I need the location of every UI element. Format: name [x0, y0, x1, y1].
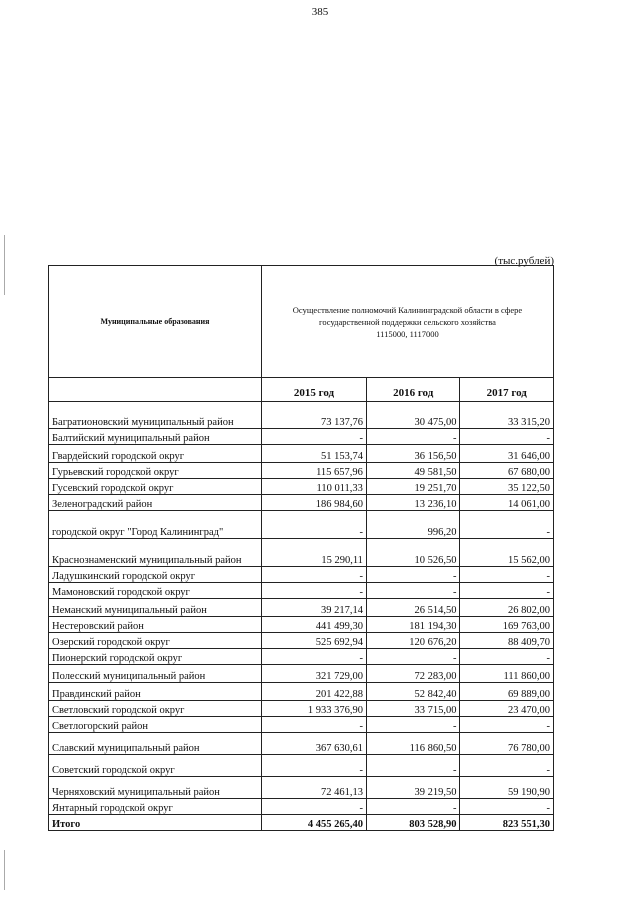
value-2016: 13 236,10: [366, 495, 460, 511]
value-2015: -: [262, 649, 367, 665]
value-2017: 23 470,00: [460, 701, 554, 717]
municipality-name: Светловский городской округ: [49, 701, 262, 717]
table-row: [49, 429, 554, 445]
value-2016: 19 251,70: [366, 479, 460, 495]
table-row: [49, 733, 554, 755]
value-2017: 88 409,70: [460, 633, 554, 649]
table-row: [49, 701, 554, 717]
value-2017: -: [460, 717, 554, 733]
municipality-name: Черняховский муниципальный район: [49, 777, 262, 799]
table-row: [49, 665, 554, 683]
municipality-name: городской округ "Город Калининград": [49, 511, 262, 539]
municipality-name: Зеленоградский район: [49, 495, 262, 511]
value-2016: 10 526,50: [366, 539, 460, 567]
total-row: [49, 815, 554, 831]
value-2015: 1 933 376,90: [262, 701, 367, 717]
total-2017: 823 551,30: [460, 815, 554, 831]
value-2015: -: [262, 429, 367, 445]
table-row: [49, 402, 554, 429]
value-2017: 26 802,00: [460, 599, 554, 617]
scan-margin-mark: [4, 235, 5, 295]
table-row: [49, 463, 554, 479]
value-2016: 30 475,00: [366, 402, 460, 429]
municipality-name: Озерский городской округ: [49, 633, 262, 649]
table-row: [49, 649, 554, 665]
municipality-name: Краснознаменский муниципальный район: [49, 539, 262, 567]
value-2017: 31 646,00: [460, 445, 554, 463]
value-2017: -: [460, 429, 554, 445]
total-label: Итого: [49, 815, 262, 831]
value-2016: -: [366, 567, 460, 583]
municipality-name: Полесский муниципальный район: [49, 665, 262, 683]
table-title-line: Осуществление полномочий Калининградской области в сфере: [292, 304, 523, 315]
municipality-name: Пионерский городской округ: [49, 649, 262, 665]
municipality-name: Светлогорский район: [49, 717, 262, 733]
value-2017: -: [460, 799, 554, 815]
value-2017: 169 763,00: [460, 617, 554, 633]
subsidy-table: [48, 265, 554, 831]
page-number: 385: [311, 6, 329, 18]
table-row: [49, 445, 554, 463]
value-2015: 115 657,96: [262, 463, 367, 479]
value-2017: 67 680,00: [460, 463, 554, 479]
municipality-name: Багратионовский муниципальный район: [49, 402, 262, 429]
table-row: [49, 567, 554, 583]
table-row: [49, 599, 554, 617]
municipality-name: Правдинский район: [49, 683, 262, 701]
table-row: [49, 633, 554, 649]
table-row: [49, 777, 554, 799]
table-title: [262, 266, 554, 378]
value-2016: -: [366, 755, 460, 777]
table-row: [49, 717, 554, 733]
value-2015: 72 461,13: [262, 777, 367, 799]
value-2017: 111 860,00: [460, 665, 554, 683]
value-2015: 321 729,00: [262, 665, 367, 683]
value-2015: 110 011,33: [262, 479, 367, 495]
municipality-name: Янтарный городской округ: [49, 799, 262, 815]
value-2015: 201 422,88: [262, 683, 367, 701]
value-2017: 35 122,50: [460, 479, 554, 495]
value-2017: 59 190,90: [460, 777, 554, 799]
table-row: [49, 495, 554, 511]
value-2017: -: [460, 649, 554, 665]
table-row: [49, 755, 554, 777]
municipality-name: Гвардейский городской округ: [49, 445, 262, 463]
value-2016: 49 581,50: [366, 463, 460, 479]
table-row: [49, 539, 554, 567]
value-2016: -: [366, 799, 460, 815]
scan-margin-mark: [4, 850, 5, 890]
value-2017: -: [460, 583, 554, 599]
year-header-2015: 2015 год: [262, 378, 367, 402]
municipality-name: Балтийский муниципальный район: [49, 429, 262, 445]
value-2015: -: [262, 583, 367, 599]
value-2015: -: [262, 511, 367, 539]
value-2016: 181 194,30: [366, 617, 460, 633]
value-2016: 996,20: [366, 511, 460, 539]
value-2015: 441 499,30: [262, 617, 367, 633]
value-2016: 33 715,00: [366, 701, 460, 717]
table-row: [49, 617, 554, 633]
value-2015: 367 630,61: [262, 733, 367, 755]
value-2015: -: [262, 799, 367, 815]
value-2017: 69 889,00: [460, 683, 554, 701]
value-2017: 14 061,00: [460, 495, 554, 511]
unit-note: (тыс.рублей): [494, 255, 554, 267]
value-2015: -: [262, 567, 367, 583]
value-2015: 51 153,74: [262, 445, 367, 463]
municipality-name: Гурьевский городской округ: [49, 463, 262, 479]
value-2016: 39 219,50: [366, 777, 460, 799]
year-header-2016: 2016 год: [366, 378, 460, 402]
municipality-name: Нестеровский район: [49, 617, 262, 633]
total-2016: 803 528,90: [366, 815, 460, 831]
value-2017: 33 315,20: [460, 402, 554, 429]
total-2015: 4 455 265,40: [262, 815, 367, 831]
value-2016: -: [366, 583, 460, 599]
value-2016: 52 842,40: [366, 683, 460, 701]
value-2015: -: [262, 755, 367, 777]
municipality-name: Гусевский городской округ: [49, 479, 262, 495]
value-2016: 72 283,00: [366, 665, 460, 683]
table-title-line: государственной поддержки сельского хозяйства: [319, 316, 496, 327]
value-2016: 26 514,50: [366, 599, 460, 617]
municipality-name: Славский муниципальный район: [49, 733, 262, 755]
table-title-line: 1115000, 1117000: [376, 328, 439, 339]
value-2016: -: [366, 429, 460, 445]
value-2016: 116 860,50: [366, 733, 460, 755]
table-row: [49, 683, 554, 701]
municipality-name: Неманский муниципальный район: [49, 599, 262, 617]
value-2016: -: [366, 717, 460, 733]
table-row: [49, 479, 554, 495]
table-row: [49, 583, 554, 599]
value-2017: 15 562,00: [460, 539, 554, 567]
value-2016: -: [366, 649, 460, 665]
table-row: [49, 511, 554, 539]
value-2015: 186 984,60: [262, 495, 367, 511]
year-header-2017: 2017 год: [460, 378, 554, 402]
value-2017: -: [460, 511, 554, 539]
value-2017: -: [460, 567, 554, 583]
value-2015: -: [262, 717, 367, 733]
value-2016: 120 676,20: [366, 633, 460, 649]
year-header-spacer: [49, 378, 262, 402]
value-2015: 39 217,14: [262, 599, 367, 617]
value-2017: 76 780,00: [460, 733, 554, 755]
municipality-name: Мамоновский городской округ: [49, 583, 262, 599]
value-2016: 36 156,50: [366, 445, 460, 463]
municipality-name: Ладушкинский городской округ: [49, 567, 262, 583]
value-2015: 73 137,76: [262, 402, 367, 429]
value-2017: -: [460, 755, 554, 777]
municipality-name: Советский городской округ: [49, 755, 262, 777]
table-row: [49, 799, 554, 815]
column-header-municipality: Муниципальные образования: [49, 266, 262, 378]
value-2015: 15 290,11: [262, 539, 367, 567]
value-2015: 525 692,94: [262, 633, 367, 649]
